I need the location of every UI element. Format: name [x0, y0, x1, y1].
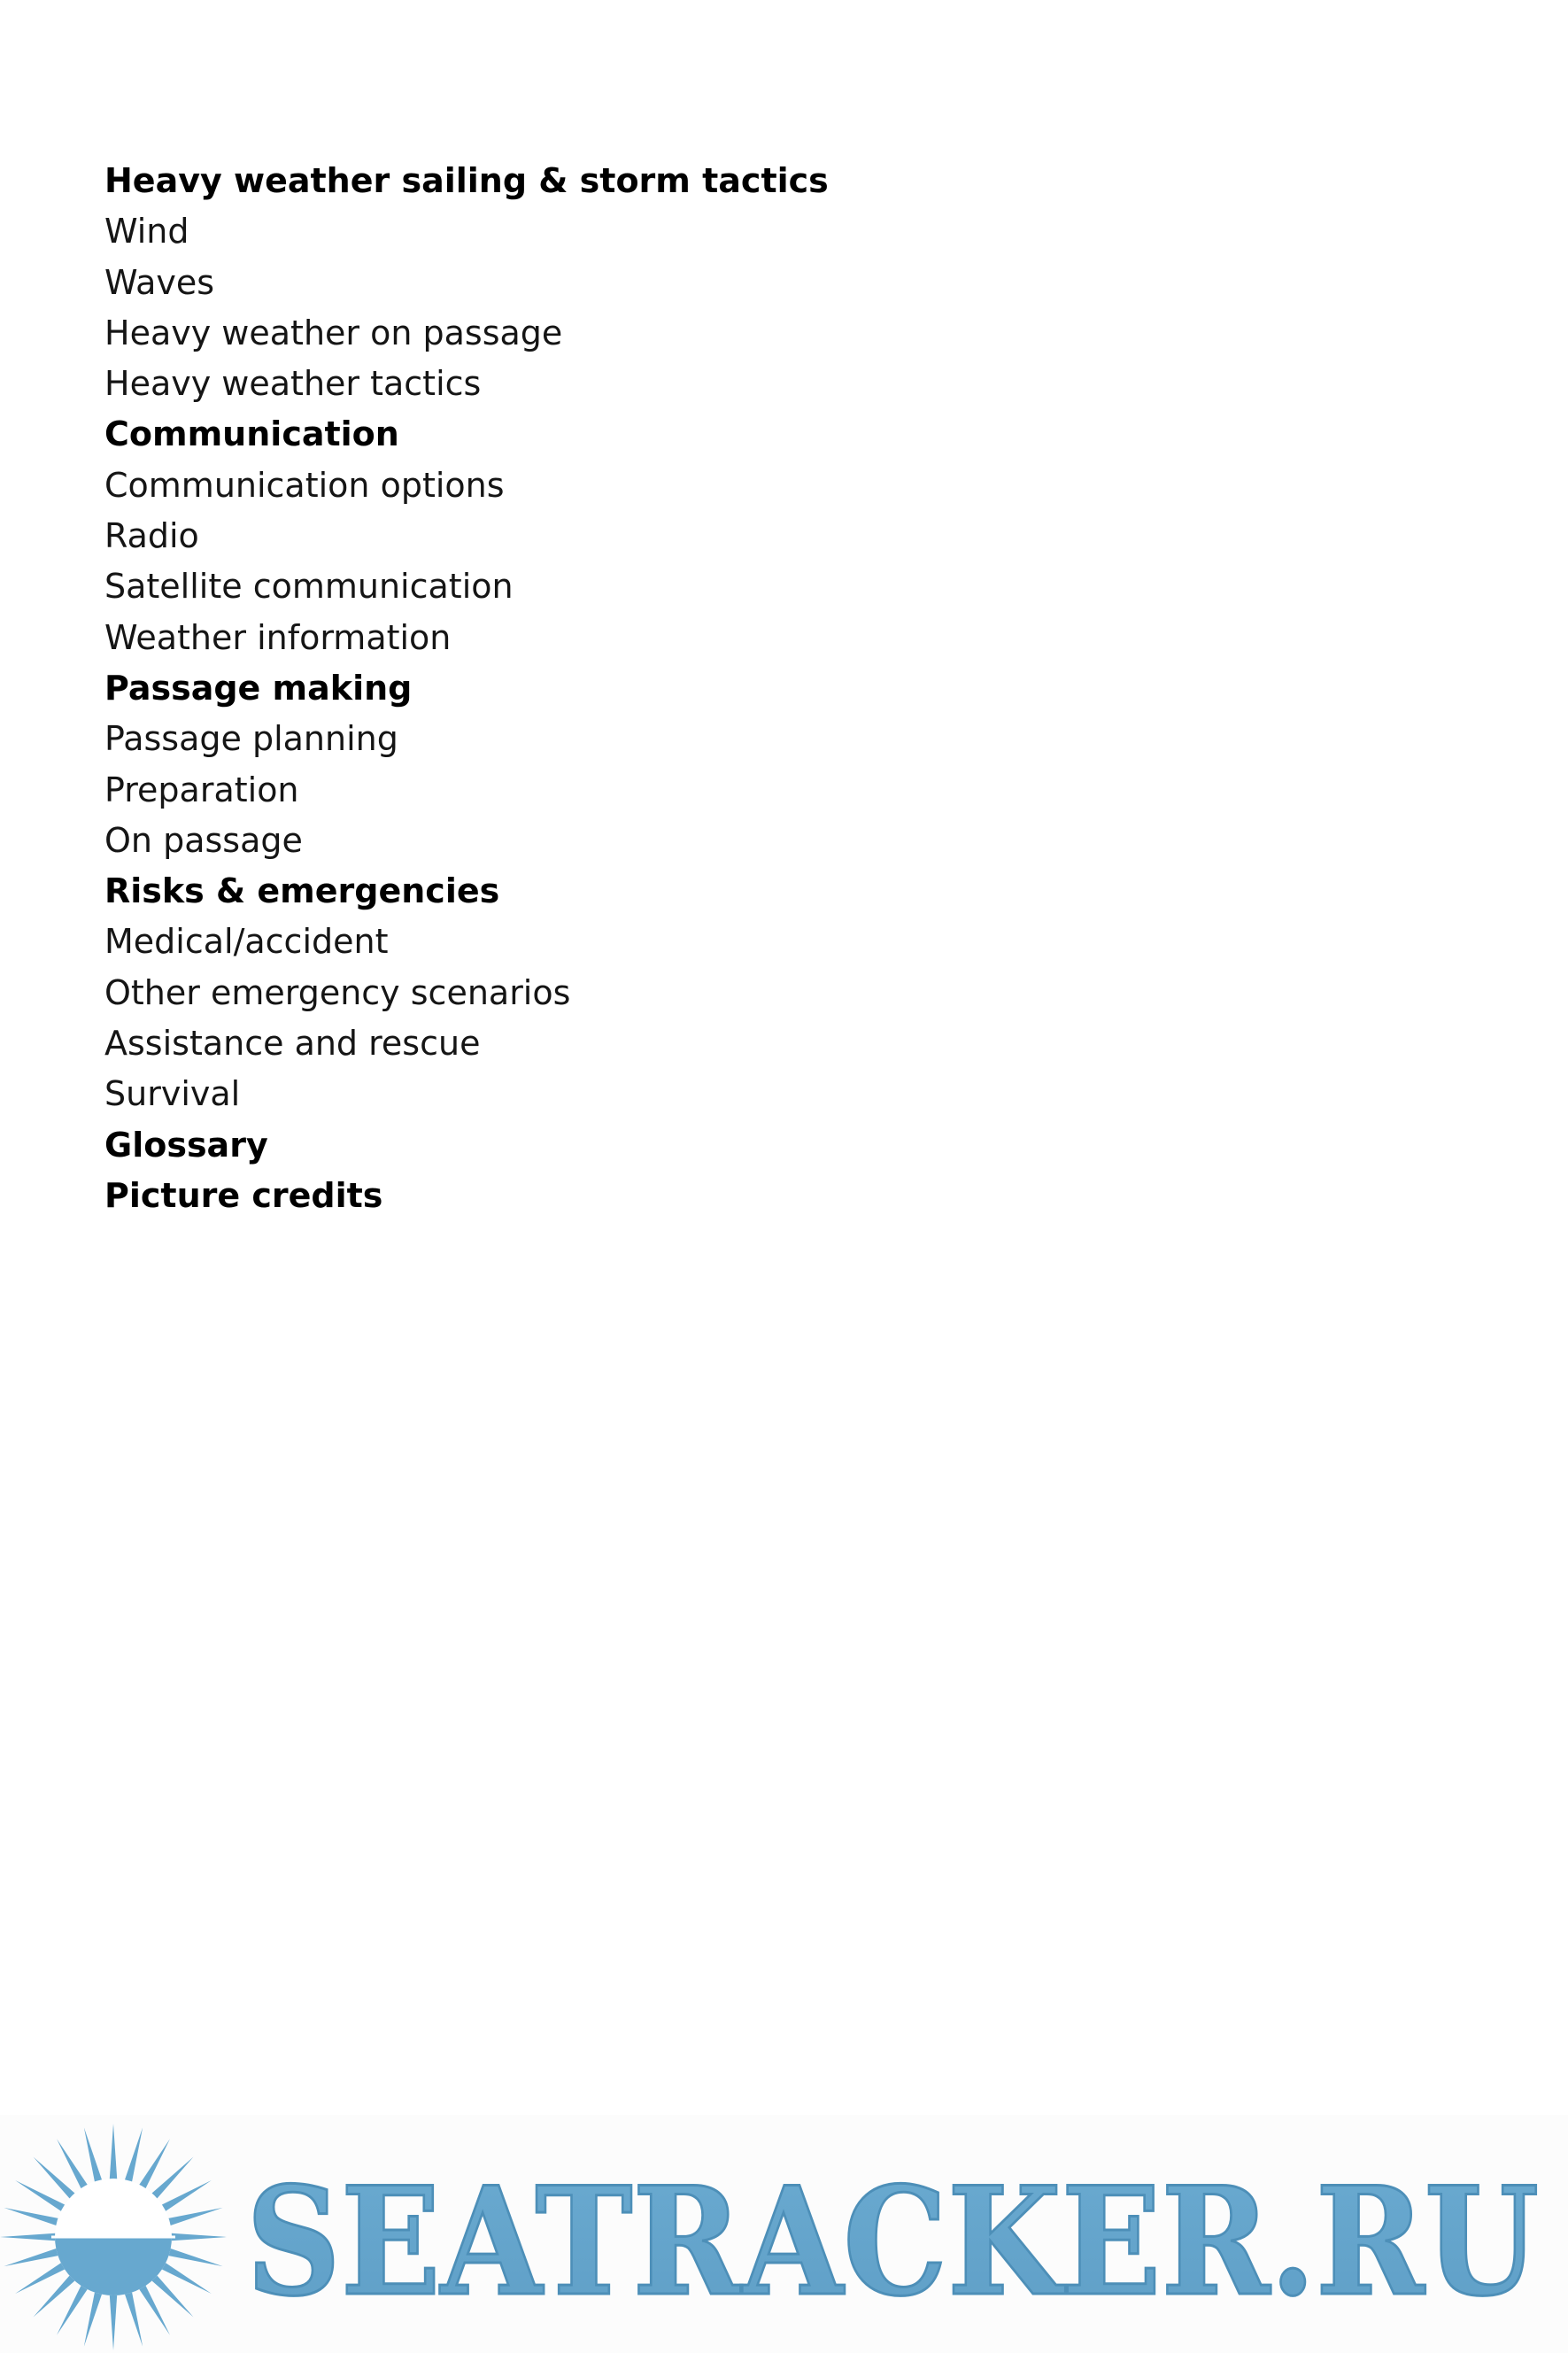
toc-item[interactable]: Wind [104, 212, 189, 252]
toc-heading[interactable]: Picture credits [104, 1175, 383, 1215]
sun-ray [0, 2233, 58, 2241]
sun-ray [110, 2124, 118, 2182]
sun-ray [166, 2208, 223, 2226]
sun-ray [84, 2127, 103, 2185]
toc-heading[interactable]: Glossary [104, 1125, 268, 1165]
sun-ray [168, 2233, 227, 2241]
sun-ray [4, 2208, 61, 2226]
sun-ray [110, 2292, 118, 2350]
toc-item[interactable]: Radio [104, 516, 199, 556]
sun-ray [4, 2248, 61, 2266]
toc-heading[interactable]: Heavy weather sailing & storm tactics [104, 161, 829, 200]
toc-item[interactable]: Waves [104, 262, 215, 302]
sun-ray [166, 2248, 223, 2266]
watermark-text: SEATRACKER.RU [246, 2154, 1539, 2329]
watermark-logo [0, 2121, 1568, 2353]
toc-heading[interactable]: Communication [104, 414, 399, 454]
sun-over-sea-icon [0, 2124, 227, 2350]
toc-item[interactable]: Passage planning [104, 719, 398, 759]
toc-heading[interactable]: Passage making [104, 668, 413, 708]
toc-item[interactable]: Medical/accident [104, 922, 389, 962]
sun-ray [124, 2127, 143, 2185]
sun-ray [124, 2289, 143, 2347]
sun-ray [84, 2289, 103, 2347]
table-of-contents [104, 156, 829, 1221]
toc-item[interactable]: Assistance and rescue [104, 1024, 481, 1064]
toc-item[interactable]: On passage [104, 820, 303, 860]
toc-item[interactable]: Other emergency scenarios [104, 972, 571, 1012]
toc-item[interactable]: Preparation [104, 770, 299, 809]
toc-item[interactable]: Communication options [104, 465, 505, 505]
toc-item[interactable]: Heavy weather tactics [104, 364, 482, 404]
toc-item[interactable]: Heavy weather on passage [104, 313, 563, 352]
toc-item[interactable]: Satellite communication [104, 567, 514, 607]
toc-heading[interactable]: Risks & emergencies [104, 871, 500, 911]
toc-item[interactable]: Weather information [104, 617, 452, 657]
toc-item[interactable]: Survival [104, 1074, 241, 1114]
